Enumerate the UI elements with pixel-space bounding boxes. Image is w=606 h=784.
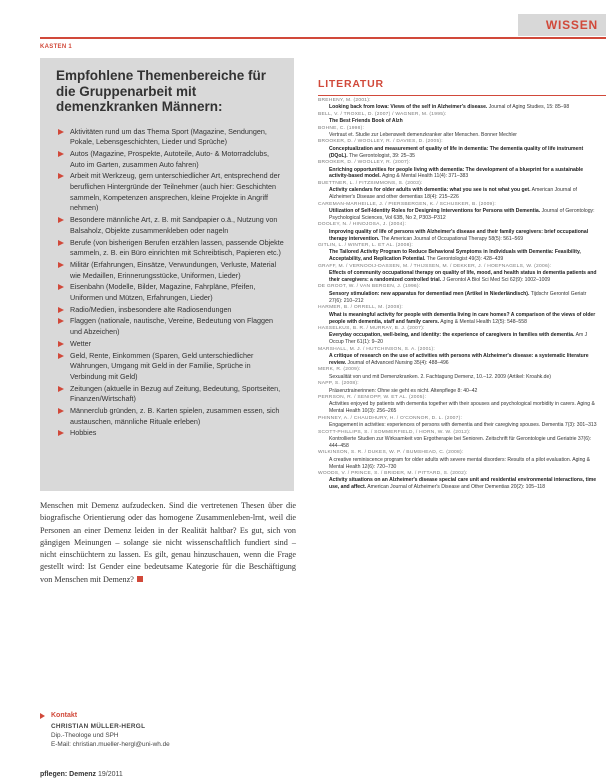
article-paragraph: Menschen mit Demenz aufzudecken. Sind die vertretenen Thesen über die biografische Orientierung oder das homogene Zusammenleben-lrnt, weil die Personen an einer Demenz leiden in der Realität haltbar? Es gut, sich von gängigen Meinungen – solange sie nicht wissenschaftlich fundiert sind – nicht einschüchtern zu lassen. Es gilt, genau hinzuschauen, wenn die Frage gestellt wird: Ist Gender eine bedeutsame Kategorie für die Beschäftigung von Menschen mit Demenz? (40, 501, 296, 584)
reference-title: Everyday occupation, well-being, and identity: the experience of caregivers in families with dementia. (329, 332, 575, 339)
reference-entry (318, 284, 600, 304)
reference-title: What is meaningful activity for people with dementia living in care homes? A comparison of the views of older people with dementia, staff and family carers. (329, 311, 596, 325)
reference-author: SCOTT-PHILLIPS, S. / SOMMERFIELD, / HORN, W. W. (2012): (318, 429, 471, 435)
article-body (40, 500, 296, 586)
reference-body (318, 104, 600, 111)
triangle-bullet-icon (58, 408, 64, 414)
reference-body (318, 208, 600, 222)
reference-author: HASSELKUS, B. R. / MURRAY, B. J. (2007): (318, 325, 425, 331)
reference-entry (318, 381, 600, 394)
reference-title: Utilization of Self-Identity Roles for Designing Interventions for Persons with Dementia. (329, 208, 541, 214)
reference-source: Aging & Mental Health 12(5): 548–558 (440, 318, 527, 325)
reference-author: NAPP, S. (2008): (318, 381, 359, 387)
footer-publication: pflegen: Demenz (40, 771, 97, 778)
reference-author: BOHNE, C. (1998): (318, 125, 365, 131)
reference-entry (318, 112, 600, 125)
triangle-bullet-icon (58, 151, 64, 157)
reference-author: MERK, R. (2009): (318, 367, 361, 373)
reference-body (318, 422, 600, 429)
reference-title: A critique of research on the use of activities with persons with Alzheimer's disease: a systematic literature review. (329, 353, 589, 366)
reference-title: Activity situations on an Alzheimer's disease special care unit and residential environmental interactions, time use, and affect. (329, 477, 597, 491)
triangle-bullet-icon (58, 262, 64, 268)
literature-heading: LITERATUR (318, 78, 384, 90)
theme-item (58, 316, 284, 337)
reference-source: Kontrollierte Studien zur Wirksamkeit von Ergotherapie bei Senioren. Zeitschrift für Gerontologie und Geriatrie 37(6): 444–458 (329, 435, 592, 449)
theme-item (58, 282, 284, 303)
theme-item-text: Wetter (70, 338, 92, 348)
reference-entry (318, 264, 600, 284)
triangle-bullet-icon (58, 284, 64, 290)
reference-body (318, 457, 600, 471)
reference-entry (318, 305, 600, 325)
literature-list (318, 98, 600, 492)
reference-title: The Best Friends Book of Alzh (329, 118, 403, 125)
triangle-bullet-icon (58, 307, 64, 313)
reference-source: Engagement in activities: experiences of persons with dementia and their caregiving spouses. Dementia 7(3): 301–313 (329, 422, 597, 429)
reference-title: Looking back from Iowa: Views of the self in Alzheimer's disease. (329, 104, 488, 111)
reference-source: The American Journal of Occupational Therapy 58(5): 561–569 (380, 235, 524, 242)
reference-source: Journal of Advanced Nursing 35(4): 488–496 (347, 359, 449, 366)
triangle-bullet-icon (58, 430, 64, 436)
literature-rule (318, 95, 606, 96)
theme-item-text: Geld, Rente, Einkommen (Sparen, Geld unterschiedlicher Währungen, Umgang mit Geld in der Familie, Sprüche in Verbindung mit Geld) (70, 350, 254, 381)
reference-source: Tijdschr Gerontol Geriatr 27(6): 210–212 (329, 290, 587, 304)
reference-source: Journal of Gerontology: Psychological Sciences, Vol 63B, No 2, P303–P312 (329, 208, 595, 221)
kasten-label: KASTEN 1 (40, 44, 73, 50)
triangle-bullet-icon (58, 341, 64, 347)
reference-entry (318, 181, 600, 201)
triangle-bullet-icon (58, 318, 64, 324)
themes-list (58, 127, 284, 440)
reference-body (318, 167, 600, 181)
contact-email[interactable]: E-Mail: christian.mueller-hergl@uni-wh.de (51, 741, 170, 748)
theme-item (58, 351, 284, 383)
reference-body (318, 401, 600, 415)
reference-title: Conceptualization and measurement of quality of life in dementia: The dementia quality of life instrument (DQoL). (329, 145, 584, 159)
reference-author: WOODS, V. / PRINCE, S. / BRIDER, M. / PITTARD, S. (2002): (318, 470, 468, 476)
reference-body (318, 374, 600, 381)
reference-author: BELL, V. / TROXEL, D. (2007) / WAGNER, M. (1995): (318, 111, 447, 117)
contact-line: Dip.-Theologe und SPH (51, 732, 119, 739)
contact-heading (40, 712, 296, 719)
reference-source: The Gerontologist 49(3): 428–439 (426, 256, 504, 263)
theme-item (58, 406, 284, 427)
reference-entry (318, 395, 600, 415)
end-mark-icon (137, 576, 143, 582)
theme-item-text: Flaggen (nationale, nautische, Vereine, Bedeutung von Flaggen und Abzeichen) (70, 316, 273, 337)
theme-item (58, 149, 284, 170)
theme-item (58, 215, 284, 236)
reference-source: Am J Occup Ther 61(1): 9–20 (329, 332, 588, 346)
triangle-bullet-icon (58, 217, 64, 223)
reference-source: J Gerontol A Biol Sci Med Sci 62(9): 1002–1009 (442, 277, 551, 284)
contact-name: CHRISTIAN MÜLLER-HERGL (51, 723, 146, 730)
triangle-bullet-icon (58, 386, 64, 392)
contact-heading-label: Kontakt (51, 712, 78, 719)
reference-title: Improving quality of life of persons with Alzheimer's disease and their family caregivers: brief occupational therapy intervention. (329, 228, 589, 242)
header-rule (40, 37, 606, 39)
reference-title: Enriching opportunities for people living with dementia: The development of a blueprint for a sustainable activity-based model. (329, 166, 584, 180)
reference-body (318, 291, 600, 305)
theme-item-text: Hobbies (70, 428, 97, 438)
reference-source: A creative reminiscence program for older adults with severe mental disorders: Results of a pilot evaluation. Aging & Mental Health 12(6): 720–730 (329, 456, 591, 470)
theme-item-text: Autos (Magazine, Prospekte, Autoteile, Auto- & Motorradclubs, Auto im Garten, zusammen Auto fahren) (70, 148, 269, 169)
reference-source: American Journal of Alzheimer's Disease and other dementias 18(4): 215–226 (329, 187, 577, 201)
reference-author: GRAFF, M. / VERNOOIJ-DASSEN, M. / THIJSSEN, M. / DEKKER, J. / HOEFNAGELS, W. (2006): (318, 263, 552, 269)
theme-item-text: Aktivitäten rund um das Thema Sport (Magazine, Sendungen, Pokale, Lebensgeschichten, Lieder und Sprüche) (70, 126, 267, 147)
reference-entry (318, 347, 600, 367)
reference-body (318, 312, 600, 326)
reference-author: CAREMAN-MARHEILLE, J. / PIERSBERGEN, K. / SCHUSKER, B. (2009): (318, 201, 497, 207)
theme-item (58, 171, 284, 214)
theme-item-text: Arbeit mit Werkzeug, gern unterschiedlicher Art, entsprechend der beruflichen Hintergründe der Teilnehmer (auch hier: Geschichten sammeln, Kompetenzen ansprechen, kleine Projekte in Angriff nehmen) (70, 171, 281, 213)
reference-source: American Journal of Alzheimer's Disease and Other Dementias 20(2): 105–118 (367, 484, 546, 491)
theme-item-text: Berufe (von bisherigen Berufen erzählen lassen, passende Objekte sammeln, z. B. ein Büro einrichten mit Schreibtisch, Papieren etc.) (70, 237, 284, 258)
reference-author: BUETTNER, L. / FITZSIMMONS, S. (2003): (318, 180, 423, 186)
theme-item-text: Zeitungen (aktuelle in Bezug auf Zeitung, Bedeutung, Sportseiten, Finanzen/Wirtschaft) (70, 383, 281, 404)
reference-body (318, 132, 600, 139)
reference-body (318, 436, 600, 450)
triangle-bullet-icon (40, 713, 45, 719)
reference-author: PERRSON, R. / SENIOPP, W. ET AL. (2005): (318, 394, 427, 400)
reference-source: Activities enjoyed by patients with dementia together with their spouses and psychological morbidity in carers. Aging & Mental Health 10(3): 256–265 (329, 401, 595, 415)
reference-entry (318, 416, 600, 429)
theme-item (58, 260, 284, 281)
theme-item-text: Radio/Medien, insbesondere alte Radiosendungen (70, 304, 232, 314)
theme-item-text: Militär (Erfahrungen, Einsätze, Verwundungen, Verluste, Material wie Medaillen, Erinnerungsstücke, Uniformen, Lieder) (70, 259, 277, 280)
reference-title: Sensory stimulation: new apparatus for dementiad men (Artikel in Niederländisch). (329, 290, 530, 297)
reference-title: Effects of community occupational therapy on quality of life, mood, and health status in dementia patients and their caregivers: a randomized controlled trial. (329, 270, 597, 284)
reference-source: Sexualität von und mit Demenzkranken. 2. Fachtagung Demenz, 10.–12. 2009 (Artikel: Kroahk.de) (329, 373, 551, 380)
theme-item-text: Männerclub gründen, z. B. Karten spielen, zusammen essen, sich austauschen, männliche Rituale erleben) (70, 406, 280, 426)
reference-author: DE GROOT, W. / VAN BERGEN, J. (1996): (318, 284, 421, 290)
reference-entry (318, 471, 600, 491)
reference-author: MARSHALL, M. J. / HUTCHINSON, S. A. (2001): (318, 346, 436, 352)
reference-entry (318, 222, 600, 242)
reference-entry (318, 98, 600, 111)
reference-body (318, 477, 600, 491)
reference-body (318, 187, 600, 201)
reference-author: HARMER, B. / ORRELL, M. (2008): (318, 305, 403, 311)
reference-entry (318, 450, 600, 470)
triangle-bullet-icon (58, 240, 64, 246)
page-footer (40, 771, 123, 778)
triangle-bullet-icon (58, 173, 64, 179)
reference-source: Journal of Aging Studies, 15: 85–98 (488, 104, 570, 111)
reference-author: BROOKER, D. / WOOLLEY, R. / DAVIES, D. (2005): (318, 139, 443, 145)
reference-entry (318, 126, 600, 139)
reference-source: The Gerontologist, 39: 25–35 (349, 152, 415, 159)
reference-body (318, 353, 600, 367)
theme-item (58, 305, 284, 316)
reference-author: BROOKER, D. / WOOLLEY, R. (2007): (318, 160, 411, 166)
reference-title: The Tailored Activity Program to Reduce Behavioral Symptoms in Individuals with Dementia: Feasibility, Acceptability, and Replication Potential. (329, 249, 581, 263)
reference-body (318, 332, 600, 346)
reference-source: Präsenztrainerinnen: Ohne sie geht es nicht. Altenpflege 8: 40–42 (329, 387, 478, 394)
reference-author: BREHENY, M. (2001): (318, 98, 371, 103)
theme-item-text: Eisenbahn (Modelle, Bilder, Magazine, Fahrpläne, Pfeifen, Uniformen und Mützen, Erfahrungen, Lieder) (70, 282, 256, 303)
theme-item (58, 238, 284, 259)
reference-author: PHINNEY, A. / CHAUDHURY, H. / O'CONNOR, D. L. (2007): (318, 415, 463, 421)
reference-entry (318, 160, 600, 180)
theme-item (58, 428, 284, 439)
reference-body (318, 146, 600, 160)
theme-item (58, 127, 284, 148)
section-label: WISSEN (545, 18, 598, 32)
contact-block (40, 712, 296, 749)
header-band (0, 0, 606, 38)
reference-entry (318, 202, 600, 222)
reference-entry (318, 326, 600, 346)
theme-item (58, 339, 284, 350)
box-title: Empfohlene Themenbereiche für die Gruppenarbeit mit demenzkranken Männern: (56, 68, 267, 114)
reference-author: WILKINSON, S. R. / DUKES, W. P. / BUMSHEAD, C. (2008): (318, 450, 464, 456)
reference-body (318, 229, 600, 243)
reference-source: Aging & Mental Health 11(4): 371–383 (381, 173, 469, 180)
themes-box (40, 58, 294, 491)
reference-entry (318, 243, 600, 263)
reference-body (318, 270, 600, 284)
triangle-bullet-icon (58, 129, 64, 135)
reference-entry (318, 430, 600, 450)
reference-entry (318, 139, 600, 159)
triangle-bullet-icon (58, 353, 64, 359)
reference-body (318, 249, 600, 263)
reference-author: GITLIN, L. / WINTER, L. ET AL. (2008): (318, 243, 414, 249)
theme-item (58, 384, 284, 405)
theme-item-text: Besondere männliche Art, z. B. mit Sandpapier o.ä., Nutzung von Balsaholz, Objekte zusammenkleben oder nageln (70, 215, 278, 235)
reference-title: Activity calendars for older adults with dementia: what you see is not what you get. (329, 187, 531, 194)
reference-author: DOOLEY, N. / HINOJOSA, J. (2004): (318, 222, 407, 228)
footer-issue: 19/2011 (97, 771, 123, 778)
reference-body (318, 118, 600, 125)
reference-entry (318, 367, 600, 380)
reference-body (318, 388, 600, 395)
reference-source: Vertraut et. Studie zur Lebenswelt demenzkranker alter Menschen. Bonner Mechler (329, 132, 518, 139)
